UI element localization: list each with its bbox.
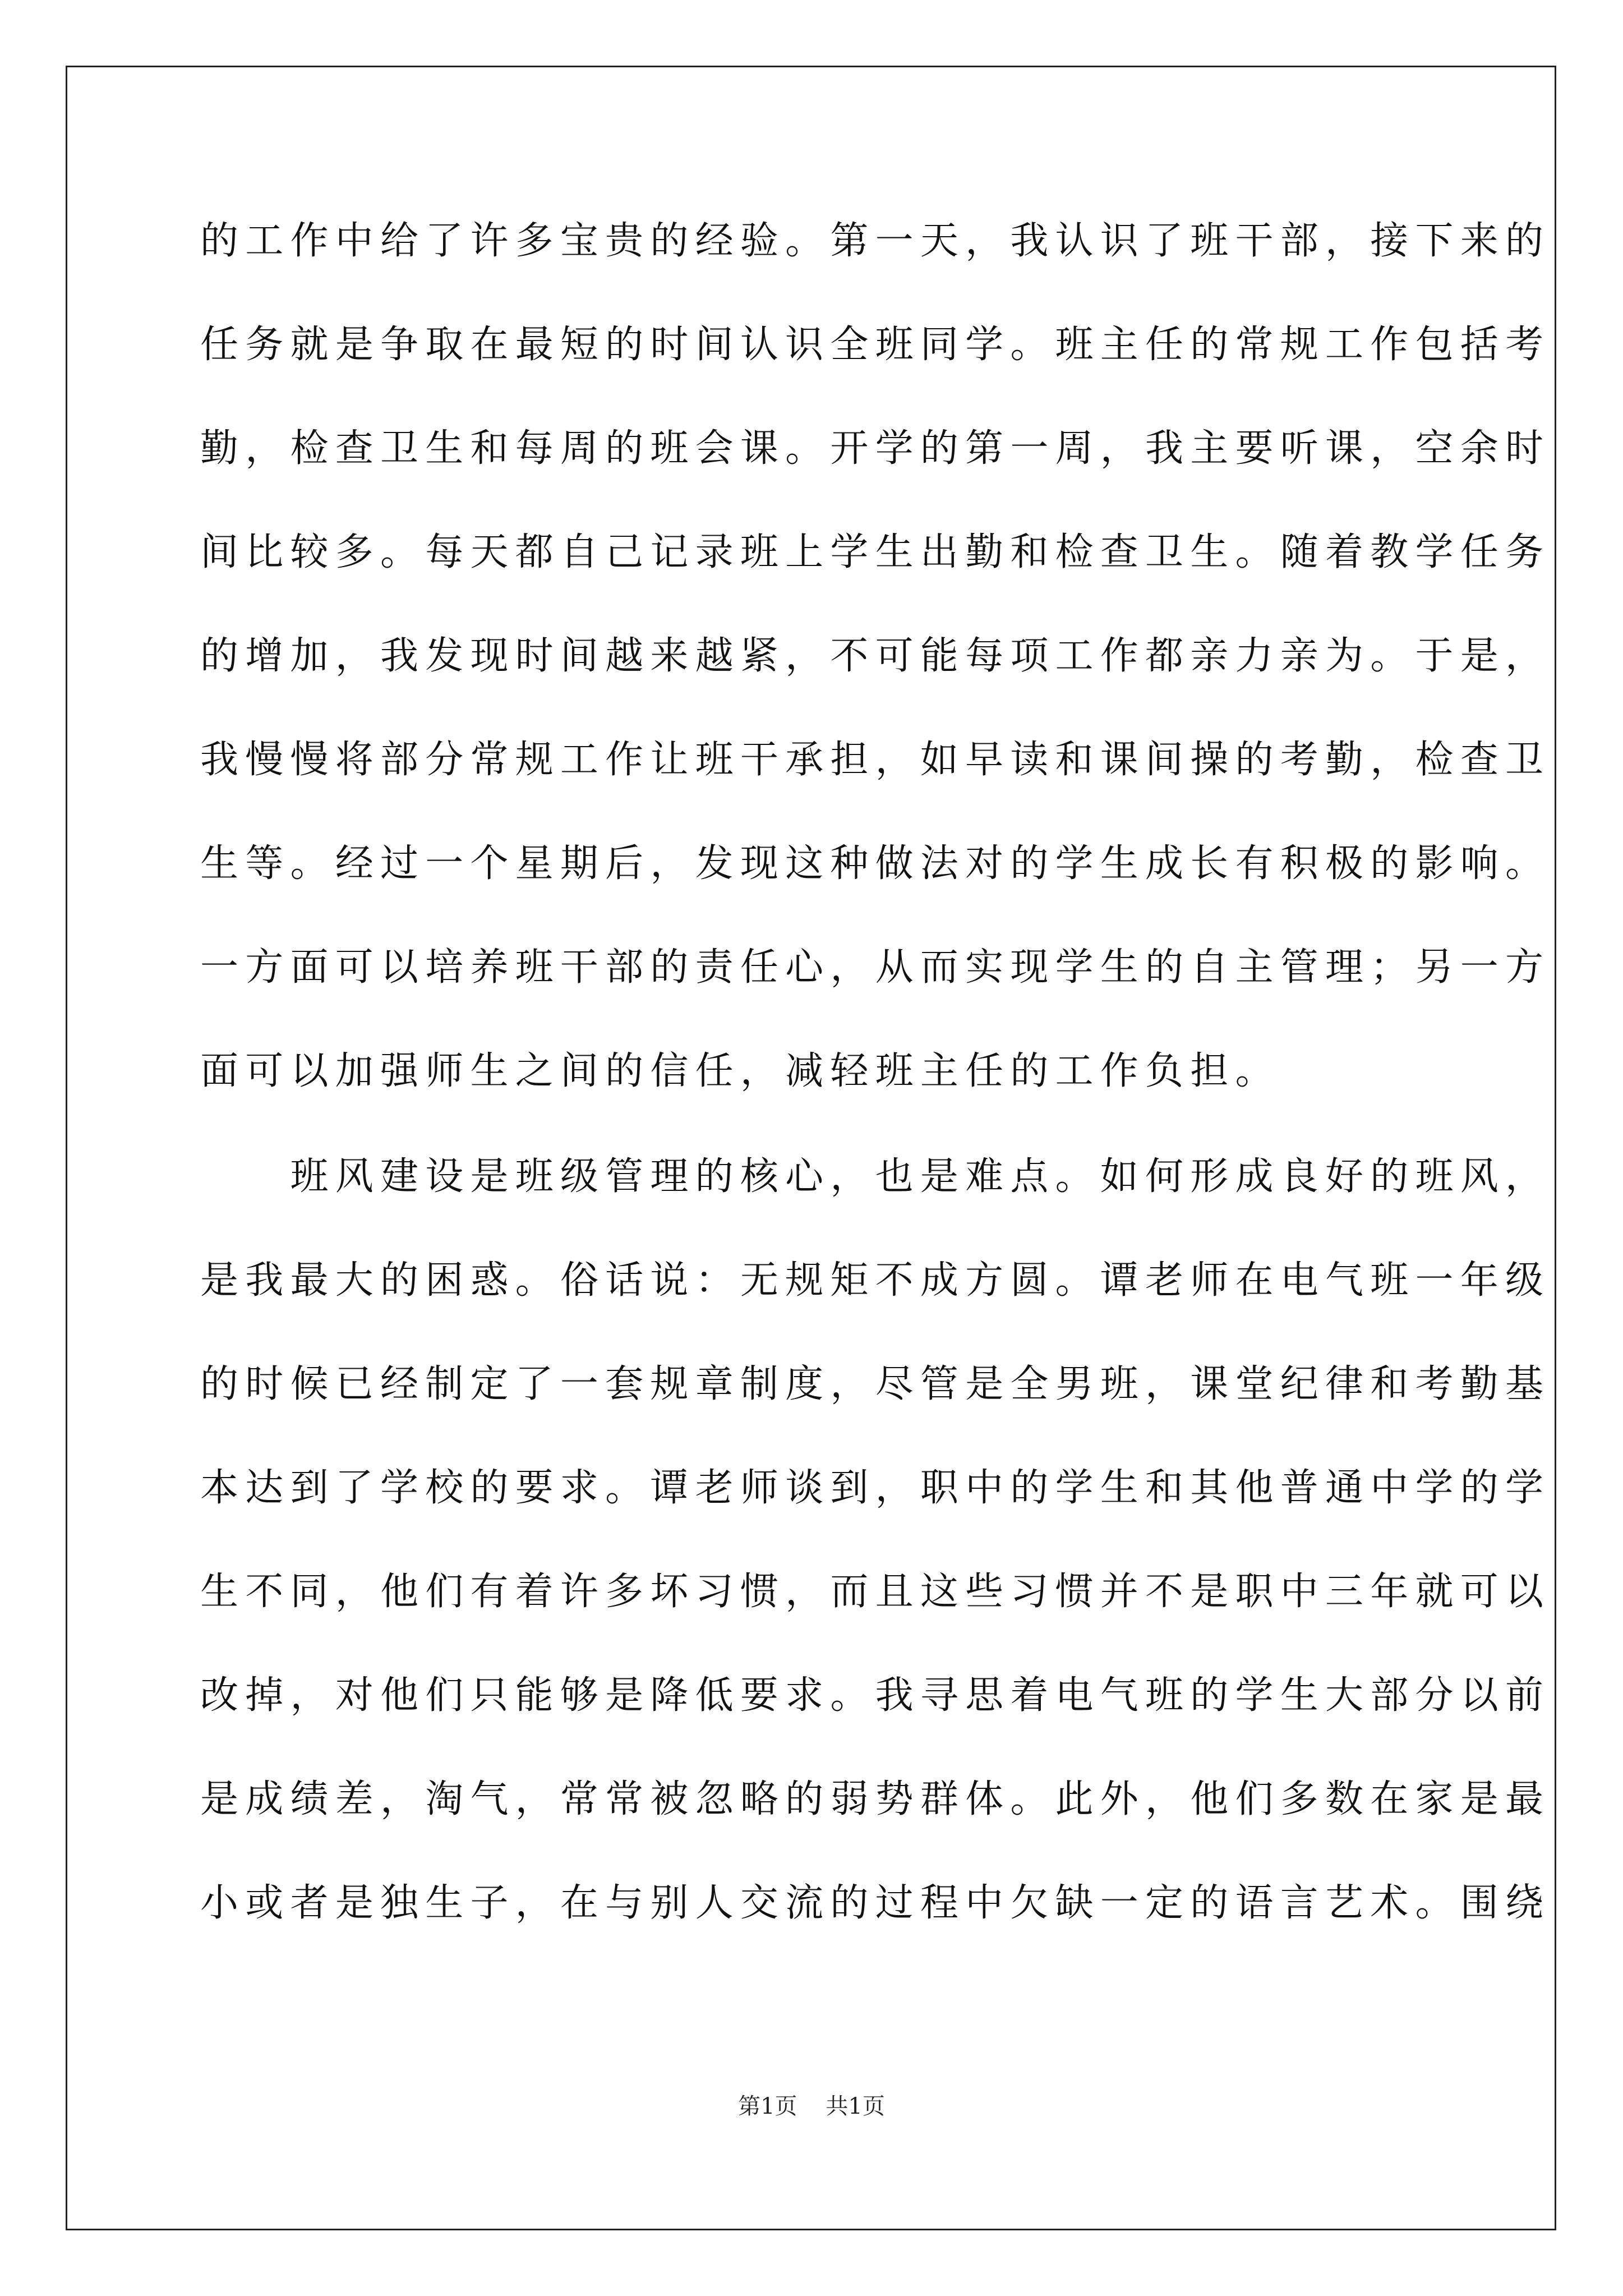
text-line: 间比较多。每天都自己记录班上学生出勤和检查卫生。随着教学任务 — [200, 530, 1551, 574]
text-line: 是我最大的困惑。俗话说：无规矩不成方圆。谭老师在电气班一年级 — [200, 1258, 1551, 1303]
text-line: 的时候已经制定了一套规章制度，尽管是全男班，课堂纪律和考勤基 — [200, 1362, 1551, 1406]
page-footer: 第1页 共1页 — [738, 2093, 885, 2119]
text-line: 小或者是独生子，在与别人交流的过程中欠缺一定的语言艺术。围绕 — [200, 1881, 1551, 1925]
text-line: 改掉，对他们只能够是降低要求。我寻思着电气班的学生大部分以前 — [200, 1673, 1551, 1718]
text-line: 一方面可以培养班干部的责任心，从而实现学生的自主管理；另一方 — [200, 945, 1551, 990]
text-line: 生等。经过一个星期后，发现这种做法对的学生成长有积极的影响。 — [200, 841, 1551, 886]
text-line: 我慢慢将部分常规工作让班干承担，如早读和课间操的考勤，检查卫 — [200, 738, 1551, 782]
text-line: 勤，检查卫生和每周的班会课。开学的第一周，我主要听课，空余时 — [200, 426, 1551, 471]
text-line: 是成绩差，淘气，常常被忽略的弱势群体。此外，他们多数在家是最 — [200, 1777, 1551, 1821]
text-line: 任务就是争取在最短的时间认识全班同学。班主任的常规工作包括考 — [200, 323, 1551, 367]
text-line: 面可以加强师生之间的信任，减轻班主任的工作负担。 — [200, 1049, 1280, 1093]
text-line: 生不同，他们有着许多坏习惯，而且这些习惯并不是职中三年就可以 — [200, 1570, 1551, 1614]
text-line: 的增加，我发现时间越来越紧，不可能每项工作都亲力亲为。于是， — [200, 634, 1551, 678]
text-line: 的工作中给了许多宝贵的经验。第一天，我认识了班干部，接下来的 — [200, 219, 1551, 263]
text-line: 本达到了学校的要求。谭老师谈到，职中的学生和其他普通中学的学 — [200, 1466, 1551, 1510]
text-line: 班风建设是班级管理的核心，也是难点。如何形成良好的班风， — [200, 1154, 1551, 1199]
